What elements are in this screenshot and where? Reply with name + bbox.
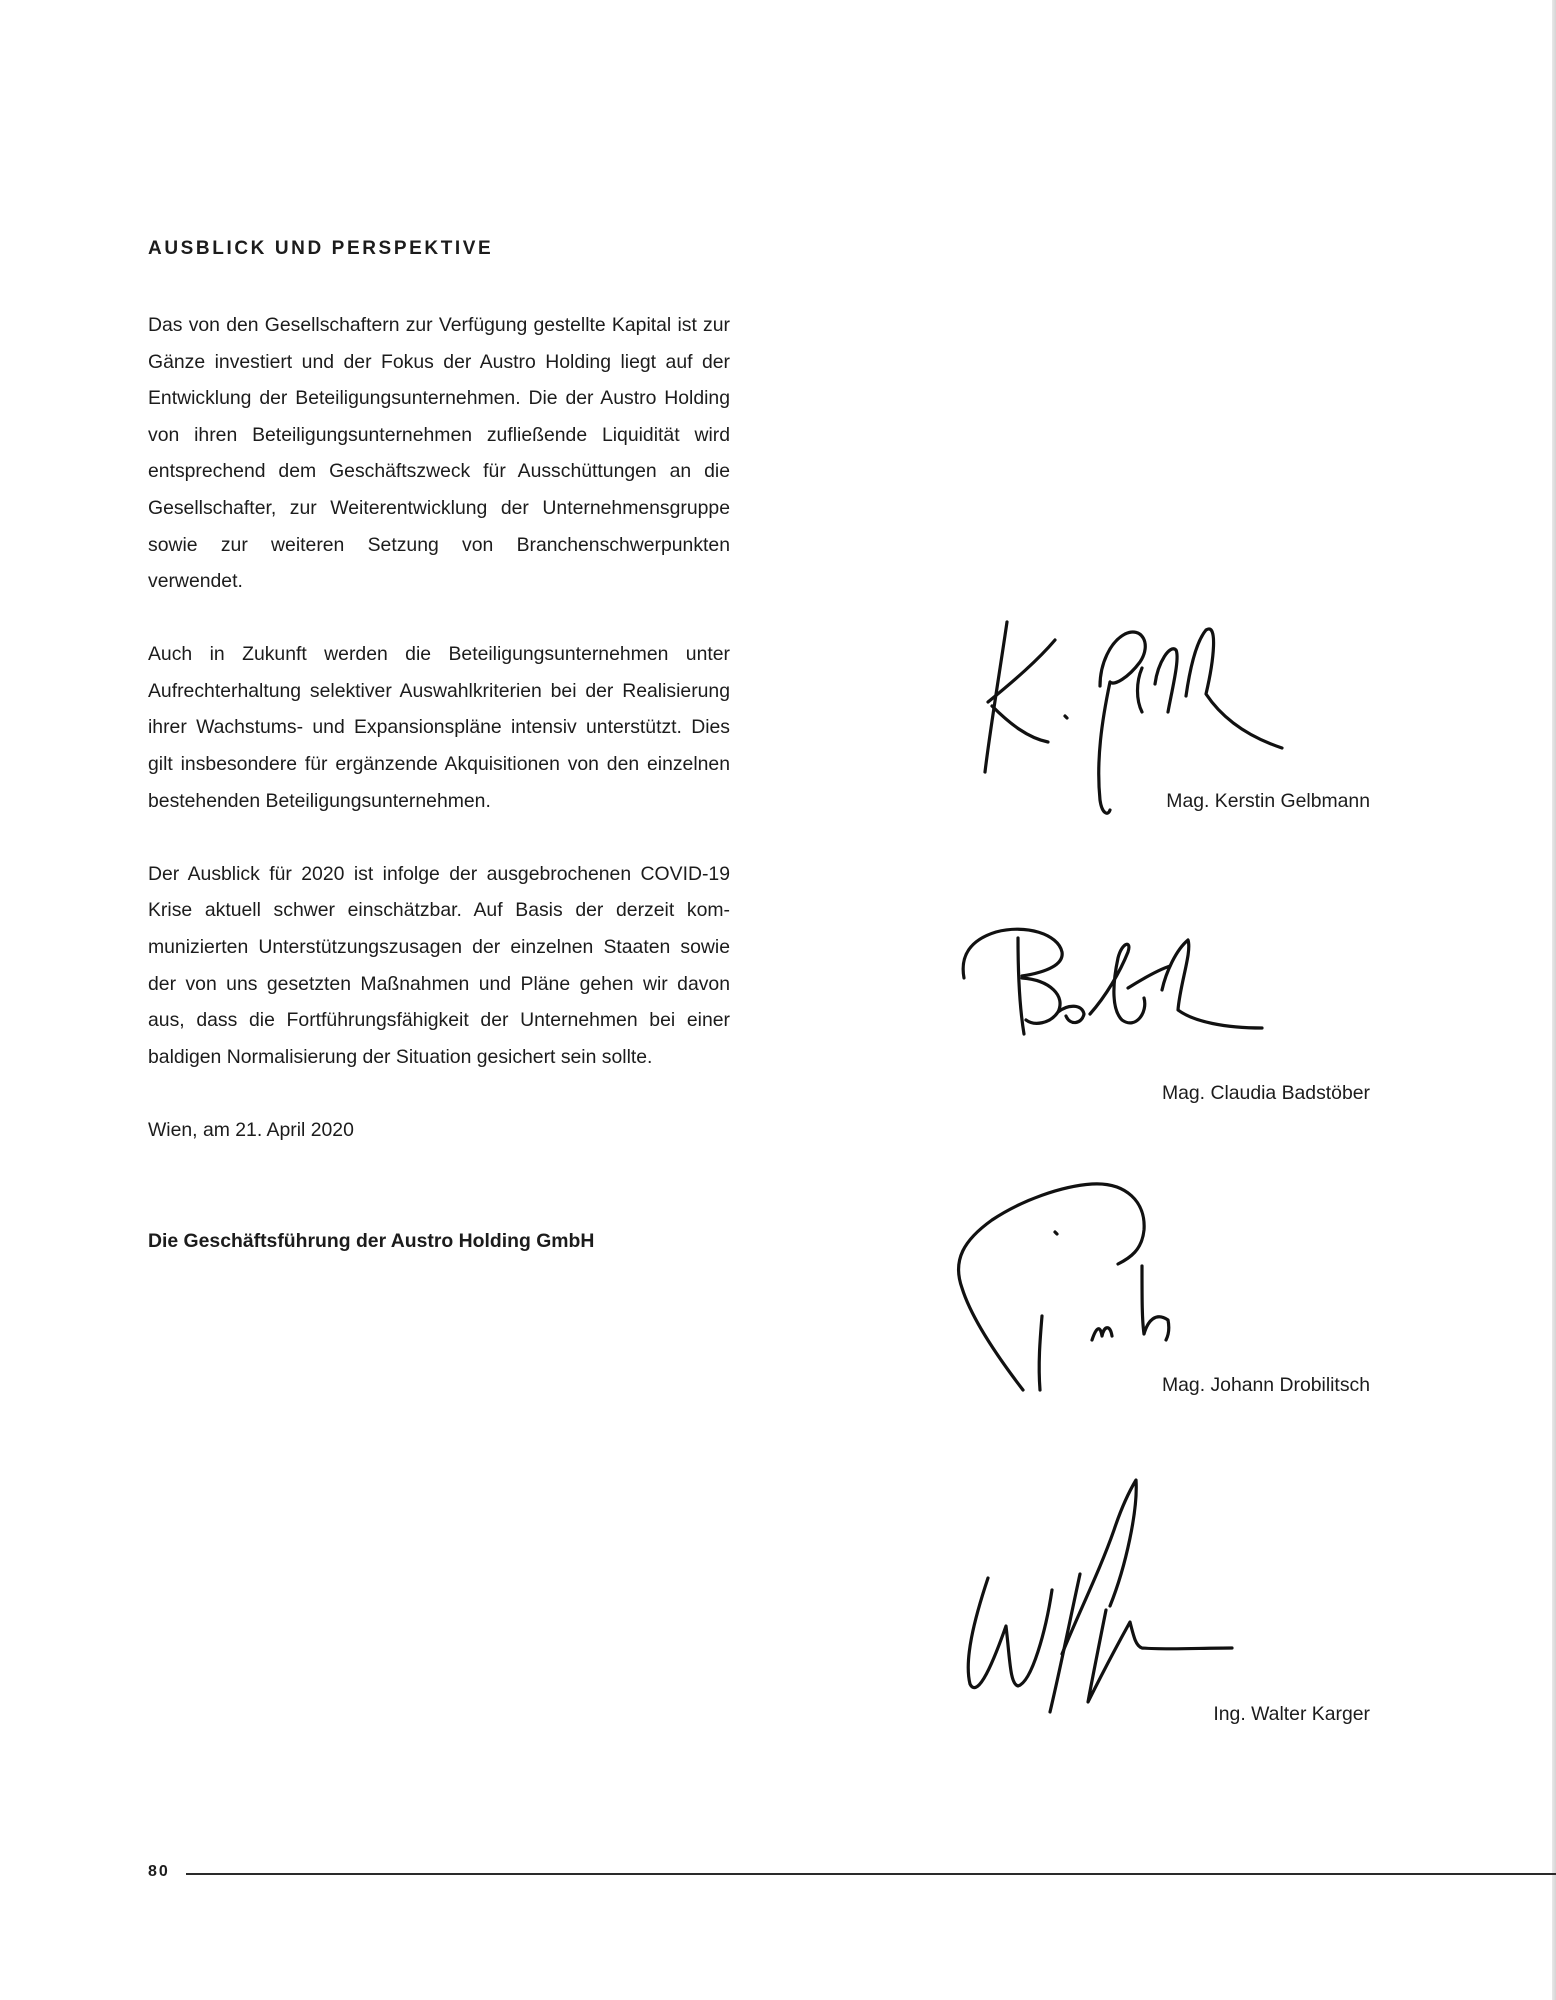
footer-divider	[186, 1873, 1556, 1875]
signatory-name: Ing. Walter Karger	[1213, 1703, 1370, 1725]
signature-block	[930, 900, 1370, 1130]
signature-drobilitsch-icon	[930, 1150, 1290, 1410]
signature-block	[930, 1470, 1370, 1725]
signatory-name: Mag. Claudia Badstöber	[1161, 1082, 1370, 1104]
signature-block	[930, 600, 1370, 830]
signature-badstoeber-icon	[930, 900, 1290, 1100]
paragraph: Auch in Zukunft werden die Beteiligungsunternehmen unter Aufrechterhaltung selektiver Auswahlkriterien bei der Realisierung ihrer Wachstums- und Expansionspläne intensiv unterstützt. Dies gilt insbesondere für ergänzende Akquisitionen von den einzelnen bestehenden Beteiligungsunternehmen.	[148, 643, 730, 812]
paragraph: Das von den Gesellschaftern zur Verfügung gestellte Kapital ist zur Gänze investiert und der Fokus der Austro Holding liegt auf der Entwicklung der Beteiligungsunternehmen. Die der Austro Holding von ihren Beteiligungsunternehmen zufließende Liquidität wird entsprechend dem Geschäftszweck für Ausschüttungen an die Gesellschafter, zur Weiterentwicklung der Unternehmensgruppe sowie zur weiteren Setzung von Branchenschwerpunkten verwendet.	[148, 314, 730, 593]
closing-line: Die Geschäftsführung der Austro Holding GmbH	[148, 1230, 595, 1252]
signatory-name: Mag. Johann Drobilitsch	[1161, 1374, 1370, 1396]
page-edge	[1552, 0, 1556, 2000]
paragraph: Der Ausblick für 2020 ist infolge der ausgebrochenen COVID-19 Krise aktuell schwer einschätzbar. Auf Basis der derzeit kommunizierten Unterstützungszusagen der einzelnen Staaten sowie der von uns gesetzten Maßnahmen und Pläne gehen wir davon aus, dass die Fortführungsfähigkeit der Unternehmen bei einer baldigen Normalisierung der Situation gesichert sein sollte.	[148, 862, 730, 1068]
section-heading: AUSBLICK UND PERSPEKTIVE	[148, 238, 494, 259]
place-date: Wien, am 21. April 2020	[148, 1118, 354, 1141]
signatory-name: Mag. Kerstin Gelbmann	[1166, 790, 1370, 812]
page-number: 80	[148, 1863, 170, 1880]
signature-block	[930, 1150, 1370, 1396]
body-text	[148, 307, 730, 1148]
